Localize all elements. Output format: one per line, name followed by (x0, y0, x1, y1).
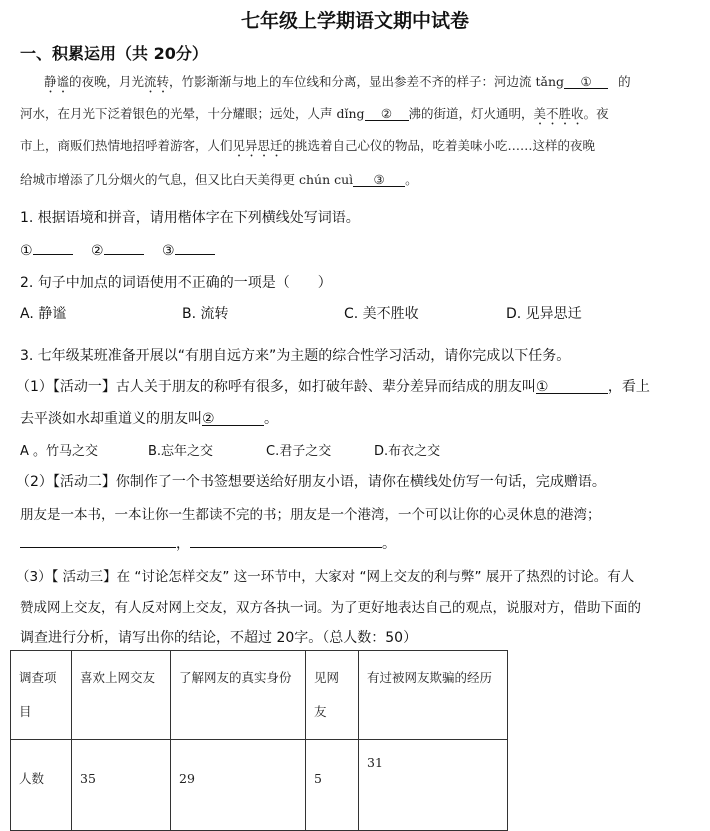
question-3: 3. 七年级某班准备开展以“有朋自远方来”为主题的综合性学习活动，请你完成以下任务。 (20, 348, 571, 364)
table-cell: 人数 (11, 740, 72, 831)
passage-text: 市上，商贩们热情地招呼着游客，人们 (20, 138, 233, 153)
table-header-cell: 有过被网友欺骗的经历 (359, 651, 508, 740)
blank-3[interactable]: ③ (353, 172, 405, 187)
activity-1-line-2 (20, 408, 278, 428)
table-header-cell: 了解网友的真实身份 (171, 651, 306, 740)
passage-text: 。夜 (583, 106, 609, 121)
blank-2[interactable]: ② (365, 106, 409, 121)
blank-label: ① (535, 379, 549, 395)
table-header-cell: 喜欢上网交友 (72, 651, 171, 740)
answer-blank-1[interactable] (33, 240, 73, 255)
answer-blank-2[interactable] (104, 240, 144, 255)
table-header-cell: 见网友 (306, 651, 359, 740)
q3-option-c[interactable]: C.君子之交 (266, 444, 332, 459)
question-1-blanks (20, 240, 215, 259)
passage-text: 沸的街道，灯火通明， (408, 106, 534, 121)
activity-3-line-3: 调查进行分析，请写出你的结论，不超过 20字。（总人数：50） (20, 630, 418, 646)
activity-1-text: 。 (264, 411, 278, 427)
passage-text: 的 (618, 74, 631, 89)
passage-text: ，竹影渐渐与地上的车位线和分离，显出参差不齐的样子：河边流 tǎng (169, 74, 565, 89)
passage-line-2 (20, 104, 609, 128)
activity-1-text: ，看上 (607, 379, 650, 395)
blank-1[interactable]: ① (564, 74, 608, 89)
blank-label: ① (20, 243, 33, 259)
activity-1-text: 去平淡如水却重道义的朋友叫 (20, 411, 202, 427)
answer-line-part-1[interactable] (20, 533, 176, 548)
survey-table (10, 650, 508, 831)
comma: ， (176, 536, 190, 552)
activity-3-line-2: 赞成网上交友，有人反对网上交友，双方各执一词。为了更好地表达自己的观点，说服对方，借助下面的 (20, 600, 641, 616)
passage-text: 河水，在月光下泛着银色的光晕，十分耀眼；远处，人声 dǐng (20, 106, 365, 121)
exam-title: 七年级上学期语文期中试卷 (240, 10, 469, 32)
answer-line-part-2[interactable] (190, 533, 382, 548)
q2-option-c[interactable]: C. 美不胜收 (344, 306, 419, 322)
q3-option-d[interactable]: D.布衣之交 (374, 444, 441, 459)
question-2: 2. 句子中加点的词语使用不正确的一项是（ ） (20, 275, 332, 291)
q2-option-a[interactable]: A. 静谧 (20, 306, 67, 322)
table-row (11, 740, 508, 831)
blank-label: ② (91, 243, 104, 259)
passage-line-1 (20, 72, 631, 96)
q3-option-b[interactable]: B.忘年之交 (148, 444, 214, 459)
table-cell: 31 (359, 740, 508, 831)
passage-text: 的夜晚，月光 (69, 74, 145, 89)
table-cell: 35 (72, 740, 171, 831)
activity-2-line-2: 朋友是一本书，一本让你一生都读不完的书；朋友是一个港湾，一个可以让你的心灵休息的港湾； (20, 507, 601, 523)
period: 。 (382, 536, 396, 552)
blank-label: ③ (162, 243, 175, 259)
table-cell: 5 (306, 740, 359, 831)
q3-option-a[interactable]: A 。竹马之交 (20, 444, 99, 459)
passage-text: 。 (405, 172, 418, 187)
passage-text: 给城市增添了几分烟火的气息，但又比白天美得更 chún cuì (20, 172, 354, 187)
q2-option-b[interactable]: B. 流转 (182, 306, 229, 322)
activity-1-line-1 (16, 376, 650, 396)
dotted-word-meibushengshou: 美不胜收 (533, 106, 584, 121)
dotted-word-liuzhuan: 流转 (144, 74, 170, 89)
section-heading: 一、积累运用（共 20分） (20, 44, 208, 63)
answer-blank-3[interactable] (175, 240, 215, 255)
table-header-row (11, 651, 508, 740)
question-1: 1. 根据语境和拼音，请用楷体字在下列横线处写词语。 (20, 210, 360, 226)
activity-2-line-1: （2）【活动二】你制作了一个书签想要送给好朋友小语，请你在横线处仿写一句话，完成赠语。 (16, 474, 606, 490)
activity-3-line-1: （3）【 活动三】在 “讨论怎样交友” 这一环节中，大家对 “网上交友的利与弊” 展开了热烈的讨论。有人 (16, 569, 635, 585)
q2-option-d[interactable]: D. 见异思迁 (506, 306, 582, 322)
dotted-word-jianyisiqian: 见异思迁 (232, 138, 283, 153)
activity-1-text: （1）【活动一】古人关于朋友的称呼有很多，如打破年龄、辈分差异而结成的朋友叫 (16, 379, 536, 395)
activity-2-answer-line (20, 533, 396, 553)
passage-text: 的挑选着自己心仪的物品，吃着美味小吃……这样的夜晚 (282, 138, 596, 153)
passage-line-3 (20, 136, 595, 160)
table-header-cell: 调查项目 (11, 651, 72, 740)
activity-1-blank-2[interactable] (202, 411, 264, 426)
blank-label: ② (202, 411, 215, 427)
table-cell: 29 (171, 740, 306, 831)
passage-line-4 (20, 170, 418, 188)
activity-1-blank-1[interactable] (536, 379, 608, 394)
dotted-word-jingmi: 静谧 (44, 74, 70, 89)
